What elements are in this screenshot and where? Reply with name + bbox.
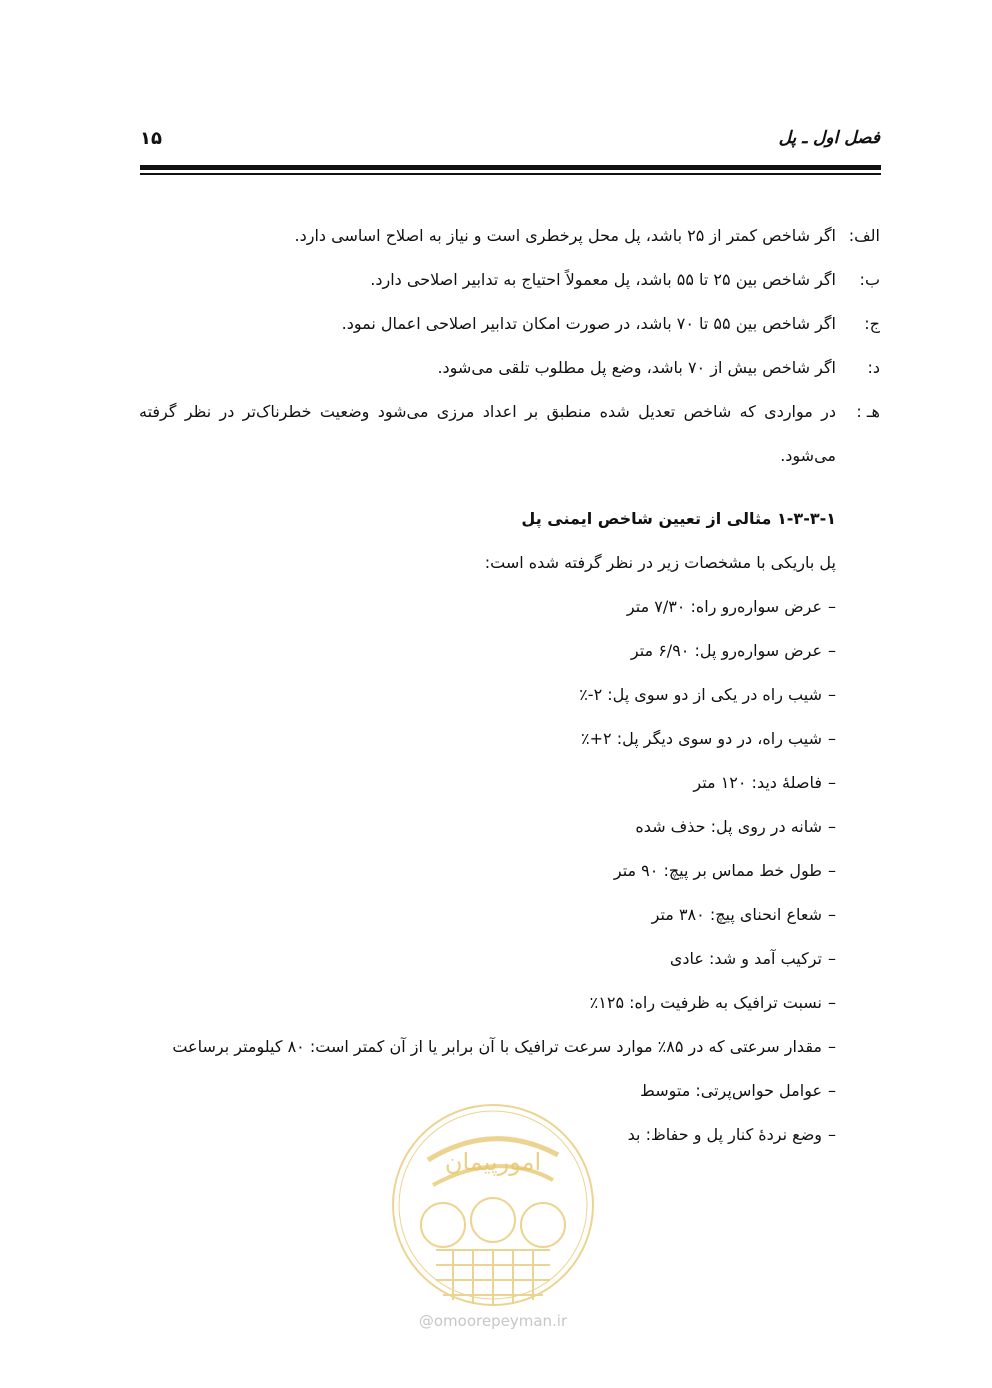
- spec-text: نسبت ترافیک به ظرفیت راه: ۱۲۵٪: [589, 993, 822, 1012]
- spec-item: [139, 849, 836, 893]
- section-heading: ۱-۳-۳-۱ مثالی از تعیین شاخص ایمنی پل: [521, 509, 836, 528]
- dash-bullet: –: [828, 1081, 836, 1100]
- spec-text: عرض سواره‌رو راه: ۷/۳۰ متر: [626, 597, 822, 616]
- list-item-text: اگر شاخص بین ۵۵ تا ۷۰ باشد، در صورت امکان تدابیر اصلاحی اعمال نمود.: [341, 314, 836, 333]
- dash-bullet: –: [828, 949, 836, 968]
- spec-text: ترکیب آمد و شد: عادی: [669, 949, 822, 968]
- watermark-logo-text: امورپیمان: [444, 1148, 542, 1176]
- list-item: [139, 346, 880, 390]
- spec-item: [139, 717, 836, 761]
- spec-text: شانه در روی پل: حذف شده: [635, 817, 822, 836]
- dash-bullet: –: [828, 729, 836, 748]
- dash-bullet: –: [828, 861, 836, 880]
- page-body: [139, 214, 880, 1157]
- list-item: [139, 390, 880, 478]
- dash-bullet: –: [828, 773, 836, 792]
- watermark-caption: @omoorepeyman.ir: [418, 1312, 568, 1330]
- spec-item: [139, 1025, 836, 1069]
- spec-item: [139, 937, 836, 981]
- list-item-label: ج:: [864, 314, 880, 333]
- dash-bullet: –: [828, 641, 836, 660]
- header-rule-thick: [140, 165, 881, 170]
- list-item: [139, 302, 880, 346]
- spec-text: مقدار سرعتی که در ۸۵٪ موارد سرعت ترافیک با آن برابر یا از آن کمتر است: ۸۰ کیلومتر برساعت: [172, 1037, 822, 1056]
- list-item-label: د:: [867, 358, 880, 377]
- spec-item: [139, 981, 836, 1025]
- watermark-logo: [388, 1100, 598, 1310]
- list-item-label: الف:: [848, 226, 880, 245]
- spec-text: عرض سواره‌رو پل: ۶/۹۰ متر: [630, 641, 822, 660]
- header-rule-thin: [140, 173, 881, 175]
- dash-bullet: –: [828, 905, 836, 924]
- list-item-label: هـ :: [856, 402, 880, 421]
- list-item-text: اگر شاخص بیش از ۷۰ باشد، وضع پل مطلوب تلقی می‌شود.: [437, 358, 836, 377]
- dash-bullet: –: [828, 993, 836, 1012]
- dash-bullet: –: [828, 817, 836, 836]
- chapter-title: فصل اول ـ پل: [778, 128, 880, 148]
- spec-text: طول خط مماس بر پیچ: ۹۰ متر: [613, 861, 822, 880]
- page-number: ۱۵: [140, 128, 162, 149]
- list-item-label: ب:: [859, 270, 880, 289]
- spec-text: شیب راه در یکی از دو سوی پل: ۲-٪: [579, 685, 822, 704]
- spec-text: فاصلهٔ دید: ۱۲۰ متر: [693, 773, 822, 792]
- dash-bullet: –: [828, 685, 836, 704]
- spec-item: [139, 629, 836, 673]
- section-intro: پل باریکی با مشخصات زیر در نظر گرفته شده است:: [484, 553, 836, 572]
- spec-item: [139, 585, 836, 629]
- list-item-text: اگر شاخص بین ۲۵ تا ۵۵ باشد، پل معمولاً احتیاج به تدابیر اصلاحی دارد.: [370, 270, 836, 289]
- spec-item: [139, 893, 836, 937]
- dash-bullet: –: [828, 1037, 836, 1056]
- list-item-text: اگر شاخص کمتر از ۲۵ باشد، پل محل پرخطری است و نیاز به اصلاح اساسی دارد.: [294, 226, 836, 245]
- list-item: [139, 214, 880, 258]
- spec-item: [139, 761, 836, 805]
- spec-text: وضع نردهٔ کنار پل و حفاظ: بد: [627, 1125, 822, 1144]
- spec-text: شعاع انحنای پیچ: ۳۸۰ متر: [651, 905, 822, 924]
- dash-bullet: –: [828, 1125, 836, 1144]
- spec-item: [139, 673, 836, 717]
- dash-bullet: –: [828, 597, 836, 616]
- list-item: [139, 258, 880, 302]
- spec-text: شیب راه، در دو سوی دیگر پل: ۲+٪: [581, 729, 822, 748]
- list-item-text: در مواردی که شاخص تعدیل شده منطبق بر اعداد مرزی می‌شود وضعیت خطرناک‌تر در نظر گرفته می‌شود.: [139, 402, 836, 465]
- spec-text: عوامل حواس‌پرتی: متوسط: [640, 1081, 822, 1100]
- spec-item: [139, 805, 836, 849]
